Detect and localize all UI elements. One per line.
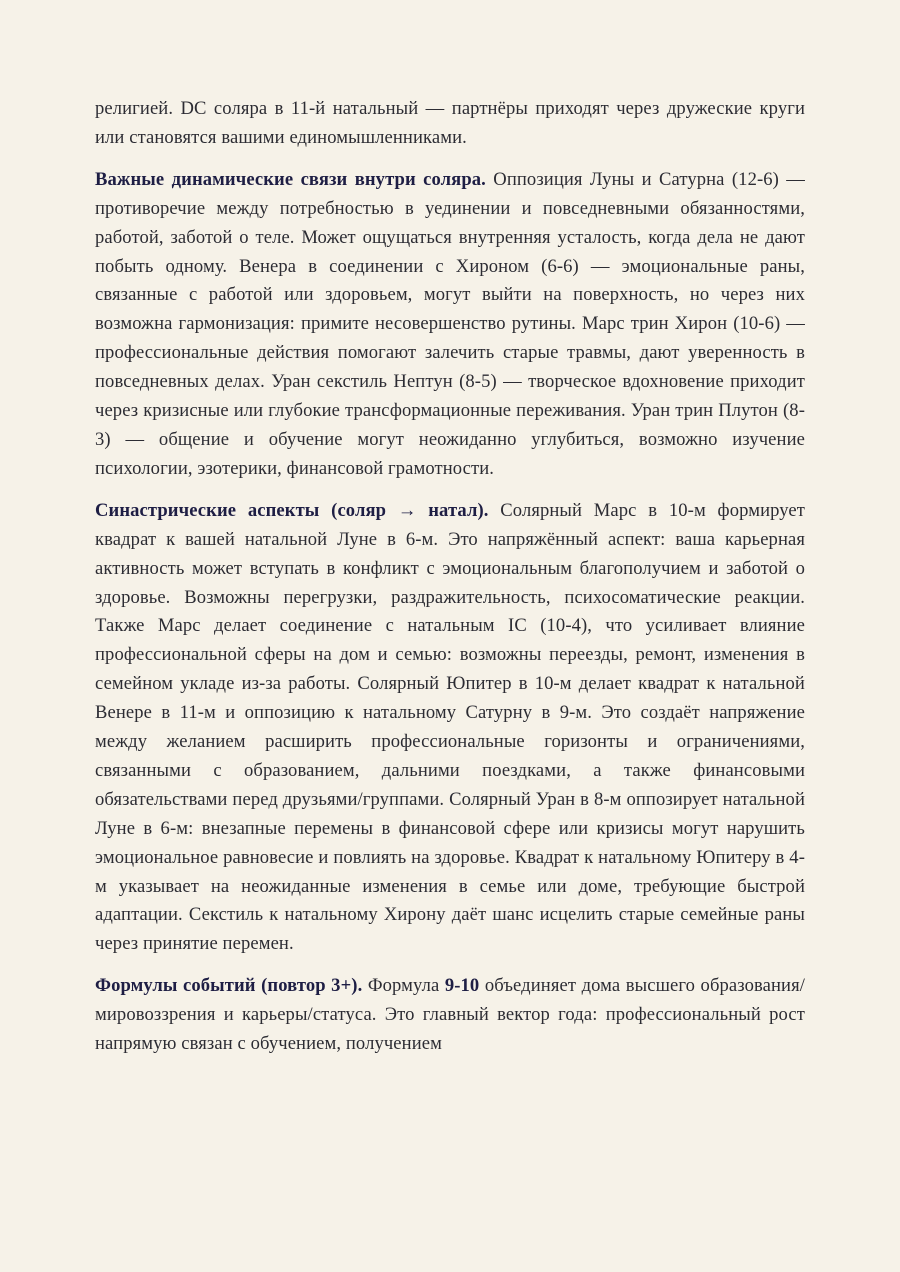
paragraph-dynamic-links bbox=[95, 166, 805, 484]
paragraph-text: религией. DC соляра в 11-й натальный — партнёры приходят через дружеские круги или становятся вашими единомышленниками. bbox=[95, 98, 805, 148]
paragraph-text: объединяет дома высшего образования/мировоззрения и карьеры/статуса. Это главный вектор года: профессиональный рост напрямую связан с обучением, получением bbox=[95, 975, 805, 1055]
paragraph-heading: Синастрические аспекты (соляр → натал). bbox=[95, 499, 489, 521]
paragraph-text: Солярный Марс в 10-м формирует квадрат к вашей натальной Луне в 6-м. Это напряжённый аспект: ваша карьерная активность может вступать в конфликт с эмоциональным благополучием и заботой о здоровье. Возможны перегрузки, раздражительность, психосоматические реакции. Также Марс делает соединение с натальным IC (10-4), что усиливает влияние профессиональной сферы на дом и семью: возможны переезды, ремонт, изменения в семейном укладе из-за работы. Солярный Юпитер в 10-м делает квадрат к натальной Венере в 11-м и оппозицию к натальному Сатурну в 9-м. Это создаёт напряжение между желанием расширить профессиональные горизонты и ограничениями, связанными с образованием, дальними поездками, а также финансовыми обязательствами перед друзьями/группами. Солярный Уран в 8-м оппозирует натальной Луне в 6-м: внезапные перемены в финансовой сфере или кризисы могут нарушить эмоциональное равновесие и повлиять на здоровье. Квадрат к натальному Юпитеру в 4-м указывает на неожиданные изменения в семье или доме, требующие быстрой адаптации. Секстиль к натальному Хирону даёт шанс исцелить старые семейные раны через принятие перемен. bbox=[95, 499, 806, 955]
paragraph-intro bbox=[95, 95, 805, 153]
paragraph-heading: Формулы событий (повтор 3+). bbox=[95, 975, 363, 997]
paragraph-text: Формула bbox=[362, 975, 445, 997]
formula-highlight: 9-10 bbox=[444, 975, 480, 997]
paragraph-heading: Важные динамические связи внутри соляра. bbox=[95, 168, 486, 190]
paragraph-synastry-aspects bbox=[95, 497, 805, 960]
paragraph-text: Оппозиция Луны и Сатурна (12-6) — противоречие между потребностью в уединении и повседневными обязанностями, работой, заботой о теле. Может ощущаться внутренняя усталость, когда дела не дают побыть одному. Венера в соединении с Хироном (6-6) — эмоциональные раны, связанные с работой или здоровьем, могут выйти на поверхность, но через них возможна гармонизация: примите несовершенство рутины. Марс трин Хирон (10-6) — профессиональные действия помогают залечить старые травмы, дают уверенность в повседневных делах. Уран секстиль Нептун (8-5) — творческое вдохновение приходит через кризисные или глубокие трансформационные переживания. Уран трин Плутон (8-3) — общение и обучение могут неожиданно углубиться, возможно изучение психологии, эзотерики, финансовой грамотности. bbox=[95, 168, 805, 479]
paragraph-event-formulas bbox=[95, 972, 805, 1059]
